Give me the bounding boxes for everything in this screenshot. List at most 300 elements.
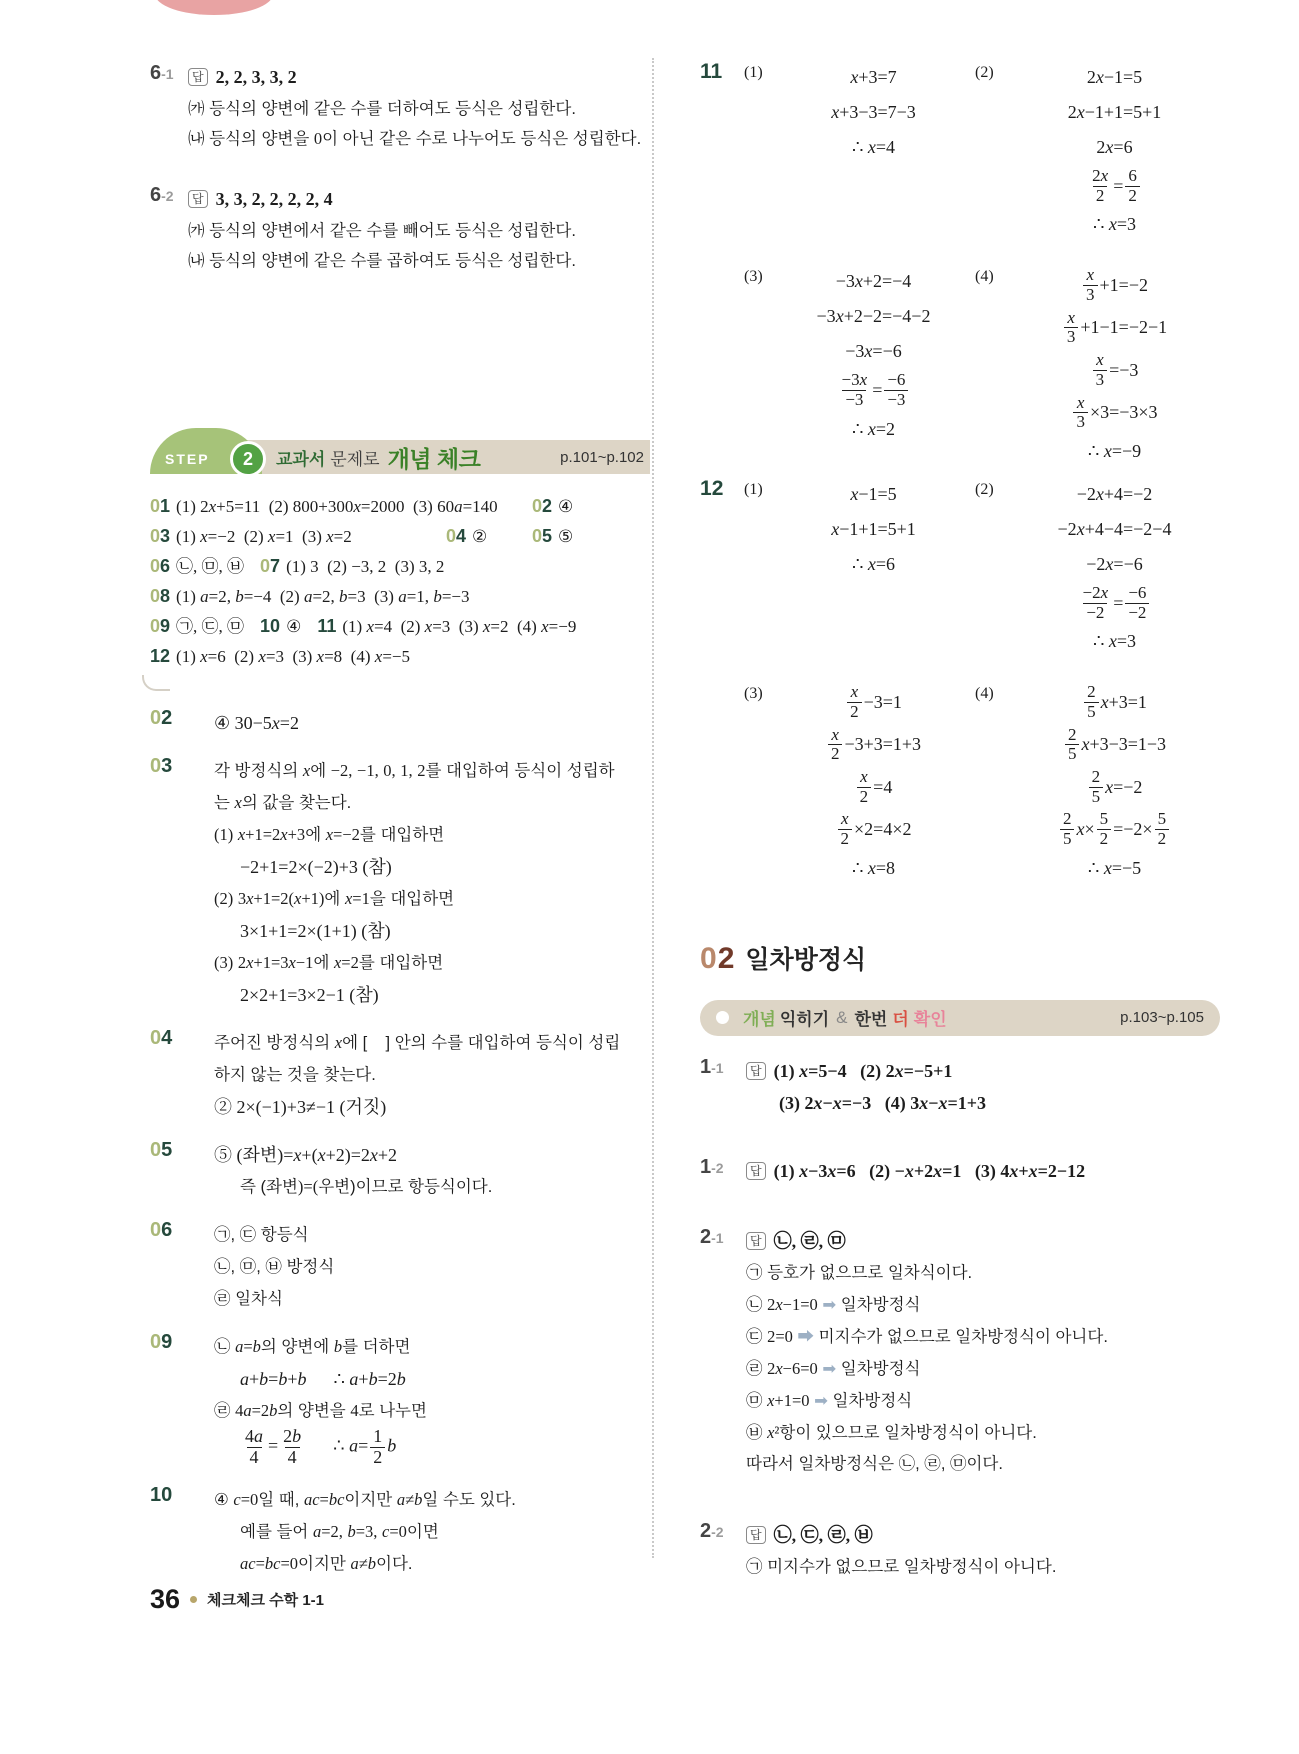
equation-line: −2 x =−6: [1086, 553, 1143, 574]
summary-corner-border: [142, 675, 170, 691]
equation-line: $\frac{x}{2}$ −3=1: [778, 681, 969, 723]
summary-row: [150, 642, 650, 672]
math-variable: x: [1028, 1160, 1038, 1181]
math-run: 2x+1=3x−1: [237, 953, 314, 972]
denominator: −3: [884, 390, 908, 410]
math-variable: x: [1076, 392, 1085, 412]
bar-ampersand: &: [836, 1007, 848, 1027]
math-variable: x: [1100, 691, 1109, 712]
denominator: 2: [1097, 829, 1112, 849]
solution-line: 3×1+1=2×(1+1) (참): [240, 921, 391, 941]
math-run: x=2: [333, 953, 359, 972]
numerator: 4a: [245, 1426, 263, 1446]
math-variable: x: [775, 1358, 783, 1378]
math-variable: b: [368, 1369, 378, 1389]
summary-entry: [150, 522, 446, 552]
summary-number: 05: [532, 526, 553, 546]
math-variable: x: [288, 953, 296, 972]
math-variable: x: [1105, 137, 1114, 157]
math-variable: x: [271, 713, 280, 733]
fraction: [280, 1427, 304, 1468]
part-equations: [778, 477, 969, 659]
item-number-main: 1: [700, 1055, 712, 1078]
numerator: −3x: [841, 370, 868, 390]
explanation-line: ㈏ 등식의 양변을 0이 아닌 같은 수로 나누어도 등식은 성립한다.: [188, 129, 642, 148]
answer-badge: 답: [188, 68, 208, 86]
math-variable: x: [1095, 67, 1104, 87]
math-variable: b: [333, 1337, 343, 1356]
summary-number: 12: [150, 646, 171, 666]
math-variable: a: [454, 497, 463, 516]
math-variable: x: [867, 553, 876, 574]
solution-line: 는 x의 값을 찾는다.: [214, 793, 352, 812]
solution-line: 즉 (좌변)=(우변)이므로 항등식이다.: [240, 1177, 493, 1196]
solution-number: 06: [150, 1219, 173, 1241]
numerator: 2b: [283, 1426, 302, 1446]
math-variable: x: [767, 1390, 775, 1410]
numerator: 5: [1157, 809, 1167, 829]
math-variable: x: [234, 793, 242, 812]
problem-grid: [744, 60, 1220, 469]
math-variable: x: [293, 1145, 302, 1165]
math-variable: x: [835, 306, 844, 327]
numerator: [1093, 351, 1107, 370]
answer-item-6-2: [150, 184, 650, 276]
bar-word-4: 더: [892, 1010, 909, 1030]
bar-word-5: 확인: [913, 1010, 947, 1030]
page-number: 36: [150, 1584, 181, 1614]
answer-summary: [150, 492, 650, 672]
math-run: 2: [417, 761, 426, 780]
math-variable: x: [294, 889, 302, 908]
summary-answer: (1) x=−2 (2) x=1 (3) x=2: [176, 527, 352, 546]
part-equations: [1009, 264, 1220, 469]
step-title-part1: 교과서: [276, 449, 326, 469]
math-variable: x: [799, 1060, 809, 1081]
equation-line: ∴ x =8: [851, 857, 896, 878]
summary-answer: (1) a=2, b=−4 (2) a=2, b=3 (3) a=1, b=−3: [176, 587, 470, 606]
math-run: (3): [214, 953, 234, 972]
math-variable: x: [919, 1092, 929, 1113]
math-variable: b: [252, 1337, 261, 1356]
item-number: [700, 1156, 746, 1188]
math-variable: c: [233, 1489, 241, 1509]
item-number-main: 2: [700, 1519, 712, 1542]
equation-line: ∴ x =4: [851, 137, 896, 157]
equation-line: $\frac{-2x}{-2}$ = $\frac{-6}{-2}$: [1009, 582, 1220, 624]
solution-05: [150, 1139, 650, 1203]
summary-number: 02: [532, 496, 553, 516]
solution-line: 하지 않는 것을 찾는다.: [214, 1066, 376, 1084]
answer-badge: 답: [746, 1062, 766, 1080]
math-run: [334, 1337, 342, 1356]
math-variable: ac: [303, 1489, 320, 1509]
summary-entry: [150, 552, 244, 582]
math-variable: x: [850, 682, 859, 702]
math-variable: x: [1076, 102, 1085, 122]
answer-badge: 답: [746, 1526, 766, 1544]
summary-row: [150, 552, 650, 582]
denominator: −2: [1083, 603, 1107, 623]
answer-line: [779, 1088, 1220, 1120]
denominator: 2: [828, 744, 843, 764]
solution-06: [150, 1219, 650, 1315]
math-variable: a: [396, 1489, 406, 1509]
denominator: 2: [838, 829, 853, 849]
item-number-suffix: -2: [711, 1523, 724, 1540]
math-variable: b: [292, 1426, 302, 1446]
numerator: 6: [1128, 166, 1137, 185]
solution-line: $\frac{4a}{4}$ = $\frac{2b}{4}$ ∴ a= $\frac{1}{2}$ b: [240, 1427, 650, 1468]
solution-body: [214, 1219, 650, 1315]
problem-part: [744, 264, 969, 469]
item-body: [188, 62, 650, 154]
numerator: 1: [373, 1426, 383, 1446]
concept-check-bar: [700, 1000, 1220, 1036]
summary-entry: [260, 612, 301, 642]
arrow-icon: ➡: [822, 1359, 837, 1378]
math-variable: x: [208, 497, 217, 516]
math-variable: x: [317, 1145, 326, 1165]
math-variable: b: [339, 587, 348, 606]
math-variable: ac: [240, 1553, 256, 1573]
solution-number: 05: [150, 1139, 173, 1161]
summary-answer: ④: [286, 617, 302, 636]
item-number-suffix: -1: [711, 1229, 724, 1246]
problem-part: [975, 477, 1220, 659]
denominator: 4: [285, 1447, 300, 1468]
summary-row: [150, 612, 650, 642]
item-number-suffix: -2: [161, 188, 174, 204]
answer-badge: 답: [746, 1162, 766, 1180]
step-label: STEP: [165, 451, 210, 467]
math-variable: x: [200, 647, 208, 666]
problem-grid: [744, 477, 1220, 886]
denominator: −2: [1125, 603, 1149, 623]
math-variable: b: [278, 1369, 288, 1389]
fraction: [1064, 309, 1079, 347]
summary-number: 04: [446, 526, 467, 546]
summary-number: 10: [260, 616, 281, 636]
equation-line: x +3−3=7−3: [831, 102, 916, 122]
solution-number: 02: [150, 707, 173, 729]
arrow-icon: ➡: [814, 1391, 828, 1410]
math-run: a=b: [235, 1337, 261, 1356]
part-equations: [778, 264, 969, 469]
denominator: 2: [857, 787, 872, 807]
math-variable: x: [827, 1160, 837, 1181]
summary-answer: ④: [558, 497, 574, 516]
math-run: c=0: [382, 1521, 407, 1541]
fraction: [1093, 351, 1108, 389]
equation-line: $\frac{x}{2}$ =4: [778, 766, 969, 808]
math-run: b=3,: [347, 1521, 378, 1541]
fraction: [1097, 810, 1112, 848]
denominator: 2: [1093, 186, 1108, 206]
solution-body: [214, 1331, 650, 1468]
numerator: [857, 768, 871, 787]
equation-line: 2 x −1=5: [1086, 67, 1143, 87]
math-variable: x: [938, 1092, 948, 1113]
summary-number: 07: [260, 556, 281, 576]
numerator: 2: [1067, 724, 1077, 744]
answer-equation: 3, 3, 2, 2, 2, 2, 4: [215, 189, 333, 209]
solution-04: [150, 1027, 650, 1123]
math-run: )=(: [297, 1177, 319, 1196]
part-label: (4): [975, 268, 994, 286]
solution-line: ④ 30−5x=2: [214, 713, 299, 733]
item-body: [746, 1226, 1220, 1480]
equation-line: ∴ x =2: [851, 418, 896, 439]
denominator: −3: [842, 390, 866, 410]
denominator: 4: [247, 1447, 262, 1468]
answer-item-1-2: [700, 1156, 1220, 1188]
summary-number: 03: [150, 526, 171, 546]
solution-02: [150, 707, 650, 739]
bar-word-1: 개념: [743, 1010, 776, 1030]
numerator: 2: [1087, 682, 1096, 702]
numerator: [1064, 309, 1078, 328]
arrow-icon: ➡: [822, 1295, 837, 1314]
math-run: 0: [313, 129, 323, 148]
part-equations: [778, 60, 969, 242]
item-body: [188, 184, 650, 276]
denominator: 2: [847, 702, 862, 722]
math-variable: x: [859, 370, 868, 390]
fraction: [847, 683, 862, 721]
step2-header: [150, 428, 650, 476]
summary-answer: (1) x=4 (2) x=3 (3) x=2 (4) x=−9: [342, 617, 577, 636]
explanation-line: ㉠ 등호가 없으므로 일차식이다.: [746, 1263, 973, 1282]
answer-items-right: [700, 1056, 1220, 1583]
problem-number: 12: [700, 476, 724, 500]
math-run: 2=0: [767, 1326, 793, 1346]
math-variable: x: [333, 953, 342, 972]
worked-problems: [700, 60, 1220, 886]
solution-line: 주어진 방정식의 x에 [ ] 안의 수를 대입하여 등식이 성립: [214, 1033, 621, 1052]
right-column: [700, 60, 1220, 1583]
numerator: 2x: [1092, 166, 1109, 185]
math-run: x+1=0: [767, 1390, 810, 1410]
numerator: 2: [1091, 767, 1101, 786]
math-variable: x: [334, 1033, 343, 1052]
denominator: 3: [1073, 412, 1088, 432]
math-variable: x: [832, 1092, 842, 1113]
math-variable: x: [860, 767, 868, 786]
denominator: 5: [1060, 829, 1075, 849]
equation-line: x −1=5: [850, 483, 897, 504]
equation-line: $\frac{x}{2}$ ×2=4×2: [778, 808, 969, 850]
answer-items-left: [150, 62, 650, 276]
bullet-circle-icon: [716, 1011, 729, 1024]
solution-line: ㉣ 4a=2b의 양변을 4로 나누면: [214, 1401, 427, 1420]
math-run: [335, 1033, 342, 1052]
answer-line: [746, 1156, 1220, 1188]
math-variable: x: [1076, 518, 1085, 539]
problem-part: [744, 477, 969, 659]
math-run: a≠b: [350, 1553, 376, 1573]
math-variable: x: [854, 271, 863, 292]
math-variable: a: [349, 1369, 359, 1389]
math-run: 4: [350, 1401, 359, 1420]
fraction: [1083, 266, 1098, 304]
summary-entry: [446, 522, 532, 552]
summary-answer: (1) x=6 (2) x=3 (3) x=8 (4) x=−5: [176, 647, 410, 666]
math-variable: x: [1105, 553, 1114, 574]
equation-line: x −1+1=5+1: [831, 518, 916, 539]
solution-number: 03: [150, 755, 173, 777]
math-run: 0,: [383, 761, 396, 780]
math-variable: x: [831, 102, 840, 122]
solution-line: ㉠, ㉢ 항등식: [214, 1226, 309, 1244]
fraction: [1155, 810, 1170, 848]
summary-row: [150, 492, 650, 522]
math-variable: x: [280, 825, 288, 844]
math-variable: b: [367, 1553, 376, 1573]
numerator: [1083, 266, 1097, 285]
math-variable: x: [246, 953, 254, 972]
math-variable: x: [775, 1294, 783, 1314]
equation-line: $\frac{x}{3}$ =−3: [1009, 349, 1220, 391]
book-title: 체크체크 수학 1-1: [207, 1592, 325, 1609]
problem-part: [975, 264, 1220, 469]
part-equations: [778, 681, 969, 886]
explanation-line: ㈎ 등식의 양변에 같은 수를 더하여도 등식은 성립한다.: [188, 100, 576, 118]
equation-line: $\frac{2}{5}$ x +3=1: [1009, 681, 1220, 723]
fraction: [1125, 584, 1149, 622]
answer-line: [746, 1226, 1220, 1258]
item-number: [150, 62, 188, 154]
fraction: [1080, 584, 1112, 622]
summary-number: 01: [150, 496, 171, 516]
fraction: [1073, 394, 1088, 432]
left-column: [150, 62, 650, 1580]
problem-part: [975, 681, 1220, 886]
numerator: [828, 726, 842, 745]
section02-heading: [700, 940, 1220, 976]
item-number: [150, 184, 188, 276]
math-run: 4a=2b: [235, 1401, 278, 1420]
solution-body: [214, 707, 650, 739]
answer-item-6-1: [150, 62, 650, 154]
summary-number: 06: [150, 556, 171, 576]
equation-line: ∴ x =6: [851, 553, 896, 574]
answer-item-1-1: [700, 1056, 1220, 1120]
math-variable: b: [269, 1401, 278, 1420]
answer-badge: 답: [188, 190, 208, 208]
summary-entry: [150, 582, 470, 612]
math-variable: x: [1103, 857, 1112, 878]
math-run: −2,: [330, 761, 353, 780]
summary-entry: [150, 492, 532, 522]
fraction: [242, 1427, 266, 1468]
step-page-range: p.101~p.102: [560, 448, 644, 466]
math-variable: a: [312, 1521, 322, 1541]
math-variable: x: [1067, 307, 1075, 327]
step-title-bar: [206, 440, 650, 474]
explanation-line: ㉥ x²항이 있으므로 일차방정식이 아니다.: [746, 1422, 1037, 1442]
fraction: [1084, 683, 1099, 721]
equation-line: ∴ x =3: [1092, 214, 1137, 235]
item-number-main: 6: [150, 62, 162, 84]
math-variable: x: [326, 527, 334, 546]
math-variable: x: [933, 1160, 943, 1181]
solution-10: [150, 1484, 650, 1580]
math-run: ac=bc=0: [240, 1553, 299, 1573]
explanation-line: 따라서 일차방정식은 ㉡, ㉣, ㉤이다.: [746, 1454, 1003, 1473]
solution-09: [150, 1331, 650, 1468]
summary-answer: ㉡, ㉤, ㉥: [176, 557, 245, 576]
part-label: (2): [975, 480, 994, 498]
math-variable: x: [831, 724, 839, 744]
problem-part: [975, 60, 1220, 242]
summary-answer: ②: [472, 527, 488, 546]
problem-part: [744, 60, 969, 242]
math-variable: x: [325, 825, 334, 844]
numerator: [848, 683, 862, 702]
solution-line: (2) 3x+1=2(x+1)에 x=1을 대입하면: [214, 889, 455, 908]
solution-body: [214, 1139, 650, 1203]
math-variable: a: [350, 1553, 359, 1573]
math-run: x²: [767, 1422, 780, 1442]
equation-line: $\frac{2}{5}$ x × $\frac{5}{2}$ =−2× $\frac{5}{2}$: [1009, 808, 1220, 850]
explanation-line: ㈎ 등식의 양변에서 같은 수를 빼어도 등식은 성립한다.: [188, 222, 576, 240]
column-divider: [652, 58, 654, 1558]
solution-line: (1) x+1=2x+3에 x=−2를 대입하면: [214, 825, 445, 844]
numerator: −6: [887, 370, 906, 390]
math-variable: x: [867, 418, 876, 439]
fraction: [828, 726, 843, 764]
equation-line: $\frac{x}{2}$ −3+3=1+3: [778, 724, 969, 766]
part-label: (3): [744, 685, 763, 703]
explanation-line: ㈏ 등식의 양변에 같은 수를 곱하여도 등식은 성립한다.: [188, 252, 576, 270]
solution-line: ㉡, ㉤, ㉥ 방정식: [214, 1258, 335, 1276]
solution-line: 예를 들어 a=2, b=3, c=0이면: [240, 1521, 439, 1541]
solution-line: 2×2+1=3×2−1 (참): [240, 985, 379, 1005]
denominator: 5: [1089, 787, 1104, 807]
equation-line: $\frac{x}{3}$ +1−1=−2−1: [1009, 307, 1220, 349]
solution-line: (3) 2x+1=3x−1에 x=2를 대입하면: [214, 953, 444, 972]
summary-row: [150, 522, 650, 552]
math-run: ac=bc: [303, 1489, 345, 1509]
solution-number: 04: [150, 1027, 173, 1049]
math-run: 3x+1=2(x+1): [237, 889, 325, 908]
answer-equation: ㉡, ㉣, ㉤: [773, 1230, 846, 1251]
answer-line: [746, 1056, 1220, 1088]
math-variable: x: [302, 761, 311, 780]
part-label: (1): [744, 64, 763, 81]
math-run: c=0: [233, 1489, 259, 1509]
explanation-line: ㉤ x+1=0 ➡ 일차방정식: [746, 1390, 913, 1410]
solution-line: ac=bc=0이지만 a≠b이다.: [240, 1553, 413, 1573]
math-variable: b: [347, 1521, 356, 1541]
math-variable: b: [396, 1369, 406, 1389]
step-number-badge: 2: [230, 441, 266, 477]
footer-bullet-icon: [190, 1596, 197, 1603]
answer-line: [188, 184, 650, 216]
math-variable: x: [366, 617, 374, 636]
numerator: −2x: [1082, 582, 1109, 602]
math-variable: x: [1100, 582, 1109, 602]
solution-number: 09: [150, 1331, 173, 1353]
problem-part: [744, 681, 969, 886]
math-run: −1,: [357, 761, 379, 780]
item-body: [746, 1056, 1220, 1120]
summary-answer: ㉠, ㉢, ㉤: [176, 617, 245, 636]
summary-entry: [260, 552, 444, 582]
bar-page-range: p.103~p.105: [1120, 1009, 1204, 1027]
page-corner-decoration: [155, 0, 273, 15]
